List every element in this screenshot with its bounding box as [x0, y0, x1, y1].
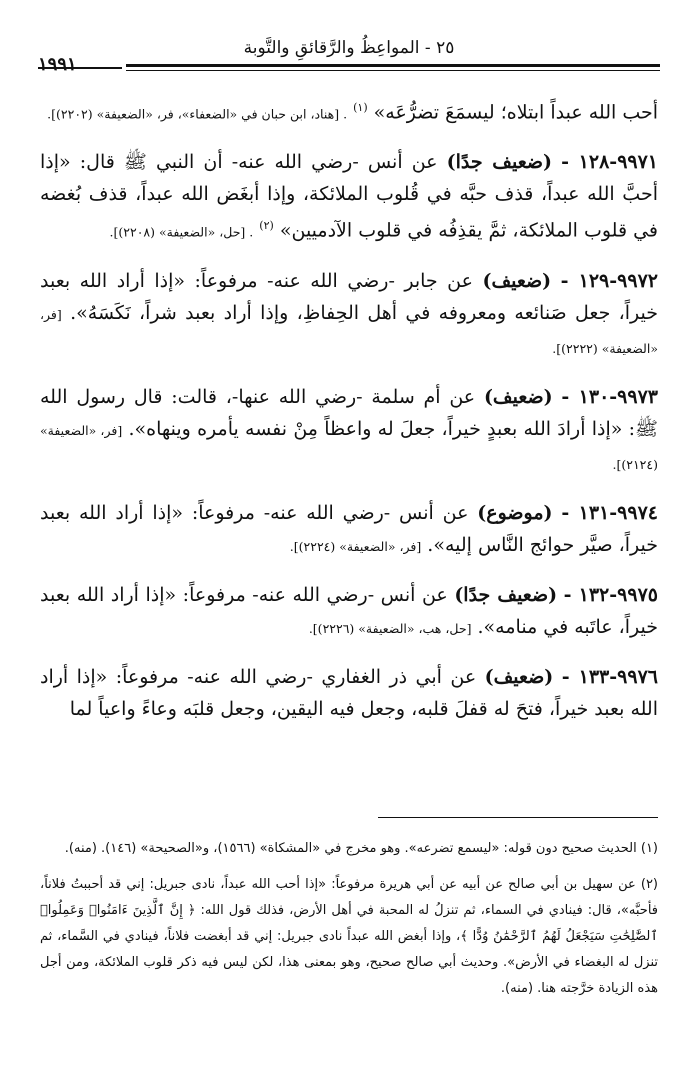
hadith-entry — [40, 579, 658, 645]
hadith-continuation — [40, 92, 658, 130]
hadith-entry — [40, 265, 658, 365]
running-title: ٢٥ - المواعِظُ والرَّقائقِ والتَّوبة — [243, 38, 455, 58]
hadith-number: ٩٩٧٢-١٢٩ - — [560, 269, 658, 292]
hadith-text: أحب الله عبداً ابتلاه؛ ليسمَعَ تضرُّعَه» — [373, 101, 658, 124]
hadith-source: [فر، «الضعيفة» (٢٢٢٢)]. — [40, 306, 658, 356]
hadith-grade: (موضوع) — [477, 501, 553, 524]
hadith-number: ٩٩٧٣-١٣٠ - — [561, 385, 658, 408]
hadith-grade: (ضعيف جدًا) — [454, 583, 558, 606]
main-text — [40, 92, 658, 741]
page-header — [38, 34, 660, 74]
hadith-grade: (ضعيف) — [484, 665, 554, 688]
hadith-source: . [حل، «الضعيفة» (٢٢٠٨)]. — [109, 224, 254, 240]
footnotes — [40, 836, 658, 1012]
footnote-1: (١) الحديث صحيح دون قوله: «ليسمع تضرعه». وهو مخرج في «المشكاة» (١٥٦٦)، و«الصحيحة» (١٤٦). (منه). — [64, 841, 658, 856]
hadith-entry — [40, 661, 658, 725]
header-rule-left — [38, 67, 122, 69]
hadith-number: ٩٩٧١-١٢٨ - — [561, 151, 659, 174]
hadith-text: عن أنس -رضي الله عنه- أن النبي ﷺ قال: «إذا أحبَّ الله عبداً، قذف حبَّه في قُلوب الملائكة، وإذا أبغَض الله عبداً، قذف بُغضه في قلوب الملائكة، ثمَّ يقذِفُه في قلوب الآدميين» — [40, 151, 658, 242]
hadith-entry — [40, 497, 658, 563]
hadith-source: . [هناد، ابن حبان في «الضعفاء»، فر، «الضعيفة» (٢٢٠٢)]. — [47, 106, 348, 122]
footnote-2: (٢) عن سهيل بن أبي صالح عن أبيه عن أبي هريرة مرفوعاً: «إذا أحب الله عبداً، نادى جبريل: إني قد أحببتُ فلاناً، فأحبَّه»، قال: فينادي في السماء، ثم تنزلُ له المحبة في أهل الأرض، فذلك قول الله: ﴿ إِنَّ ٱلَّذِينَ ءَامَنُوا۟ وَعَمِلُوا۟ ٱلصَّٰلِحَٰتِ سَيَجْعَلُ لَهُمُ ٱلرَّحْمَٰنُ وُدًّا ﴾، وإذا أبغض الله عبداً نادى جبريل: إني قد أبغضت فلاناً، فينادي في السَّماء، ثم تنزل له البغضاء في الأرض». وحديث أبي صالح صحيح، وهو بمعنى هذا، لكن ليس فيه ذكر قلوب الملائكة، ومن أجل هذه الزيادة خرَّجته هنا. (منه). — [40, 877, 658, 996]
hadith-text: عن جابر -رضي الله عنه- مرفوعاً: «إذا أراد الله بعبد خيراً، جعل صَنائعه ومعروفه في أهل الحِفاظِ، وإذا أراد بعبد شراً، نَكَسَهُ». — [40, 269, 658, 324]
footnote-separator — [378, 817, 658, 818]
hadith-text: عن أنس -رضي الله عنه- مرفوعاً: «إذا أراد الله بعبد خيراً، صيَّر حوائج النَّاس إليه». — [40, 501, 658, 556]
hadith-entry — [40, 381, 658, 481]
footnote-ref: (١) — [353, 101, 368, 114]
hadith-entry — [40, 146, 658, 248]
hadith-text: عن أنس -رضي الله عنه- مرفوعاً: «إذا أراد الله بعبد خيراً، عاتَبه في منامه». — [40, 583, 658, 638]
hadith-grade: (ضعيف جدًا) — [446, 151, 552, 174]
hadith-source: [حل، هب، «الضعيفة» (٢٢٢٦)]. — [308, 620, 472, 636]
hadith-number: ٩٩٧٤-١٣١ - — [561, 501, 658, 524]
hadith-number: ٩٩٧٦-١٣٣ - — [561, 665, 658, 688]
hadith-source: [فر، «الضعيفة» (٢٢٢٤)]. — [289, 538, 422, 554]
hadith-text: عن أم سلمة -رضي الله عنها-، قالت: قال رسول الله ﷺ: «إذا أرادَ الله بعبدٍ خيراً، جعلَ له واعظاً مِنْ نفسه يأمره وينهاه». — [40, 385, 658, 440]
hadith-text: عن أبي ذر الغفاري -رضي الله عنه- مرفوعاً: «إذا أراد الله بعبد خيراً، فتحَ له قفلَ قلبه، وجعل فيه اليقين، وجعل قلبَه وعاءً واعياً لما — [40, 665, 658, 720]
header-rule-thin — [126, 70, 660, 71]
header-rule-thick — [126, 64, 660, 67]
hadith-source: [فر، «الضعيفة» (٢١٢٤)]. — [40, 422, 658, 472]
hadith-number: ٩٩٧٥-١٣٢ - — [563, 583, 658, 606]
page-number: ١٩٩١ — [38, 54, 77, 75]
hadith-grade: (ضعيف) — [483, 385, 553, 408]
hadith-grade: (ضعيف) — [482, 269, 552, 292]
footnote-ref: (٢) — [259, 219, 274, 233]
